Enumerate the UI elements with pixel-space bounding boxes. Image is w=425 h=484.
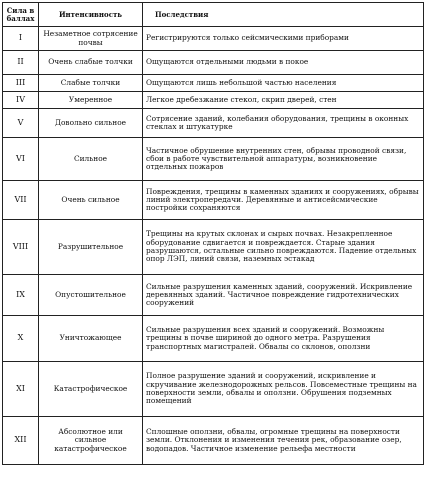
force-cell: XI [3, 362, 39, 417]
force-cell: II [3, 51, 39, 75]
intensity-cell: Катастрофическое [39, 362, 143, 417]
force-cell: I [3, 27, 39, 51]
table-row [3, 275, 424, 316]
intensity-cell: Умеренное [39, 92, 143, 109]
table-row [3, 51, 424, 75]
effects-cell: Сплошные оползни, обвалы, огромные трещины на поверхности земли. Отклонения и изменения течения рек, образование озер, водопадов. Частичное изменение рельефа местности [143, 417, 424, 465]
table-row [3, 75, 424, 92]
effects-cell: Регистрируются только сейсмическими приборами [143, 27, 424, 51]
force-cell: VIII [3, 220, 39, 275]
table-row [3, 362, 424, 417]
force-cell: VI [3, 138, 39, 181]
intensity-cell: Сильное [39, 138, 143, 181]
effects-cell: Повреждения, трещины в каменных зданиях и сооружениях, обрывы линий электропередачи. Деревянные и антисейсмические постройки сохраняются [143, 181, 424, 220]
effects-cell: Сотрясение зданий, колебания оборудования, трещины в оконных стеклах и штукатурке [143, 109, 424, 138]
effects-cell: Легкое дребезжание стекол, скрип дверей, стен [143, 92, 424, 109]
intensity-cell: Очень слабые толчки [39, 51, 143, 75]
force-cell: IV [3, 92, 39, 109]
effects-cell: Сильные разрушения всех зданий и сооружений. Возможны трещины в почве шириной до одного метра. Разрушения транспортных магистралей. Обвалы со склонов, оползни [143, 316, 424, 362]
intensity-cell: Опустошительное [39, 275, 143, 316]
table-row [3, 220, 424, 275]
intensity-cell: Разрушительное [39, 220, 143, 275]
force-cell: X [3, 316, 39, 362]
header-force: Сила в баллах [3, 3, 39, 27]
intensity-cell: Довольно сильное [39, 109, 143, 138]
effects-cell: Ощущаются лишь небольшой частью населения [143, 75, 424, 92]
force-cell: VII [3, 181, 39, 220]
intensity-cell: Уничтожающее [39, 316, 143, 362]
effects-cell: Сильные разрушения каменных зданий, сооружений. Искривление деревянных зданий. Частичное повреждение гидротехнических сооружений [143, 275, 424, 316]
header-row [3, 3, 424, 27]
effects-cell: Полное разрушение зданий и сооружений, искривление и скручивание железнодорожных рельсов. Повсеместные трещины на поверхности земли, обвалы и оползни. Обрушения подземных помещений [143, 362, 424, 417]
table-row [3, 138, 424, 181]
table-row [3, 27, 424, 51]
intensity-cell: Незаметное сотрясение почвы [39, 27, 143, 51]
table-row [3, 92, 424, 109]
force-cell: IX [3, 275, 39, 316]
intensity-cell: Очень сильное [39, 181, 143, 220]
effects-cell: Частичное обрушение внутренних стен, обрывы проводной связи, сбои в работе чувствительной аппаратуры, возникновение отдельных пожаров [143, 138, 424, 181]
intensity-cell: Абсолютное или сильное катастрофическое [39, 417, 143, 465]
force-cell: XII [3, 417, 39, 465]
effects-cell: Трещины на крутых склонах и сырых почвах. Незакрепленное оборудование сдвигается и повреждается. Старые здания разрушаются, остальные сильно повреждаются. Падение отдельных опор ЛЭП, линий связи, наземных эстакад [143, 220, 424, 275]
force-cell: V [3, 109, 39, 138]
table-row [3, 417, 424, 465]
table-row [3, 316, 424, 362]
force-cell: III [3, 75, 39, 92]
effects-cell: Ощущаются отдельными людьми в покое [143, 51, 424, 75]
earthquake-intensity-table [2, 2, 424, 465]
table-row [3, 181, 424, 220]
intensity-cell: Слабые толчки [39, 75, 143, 92]
header-intensity: Интенсивность [39, 3, 143, 27]
header-effects: Последствия [143, 3, 424, 27]
table-row [3, 109, 424, 138]
